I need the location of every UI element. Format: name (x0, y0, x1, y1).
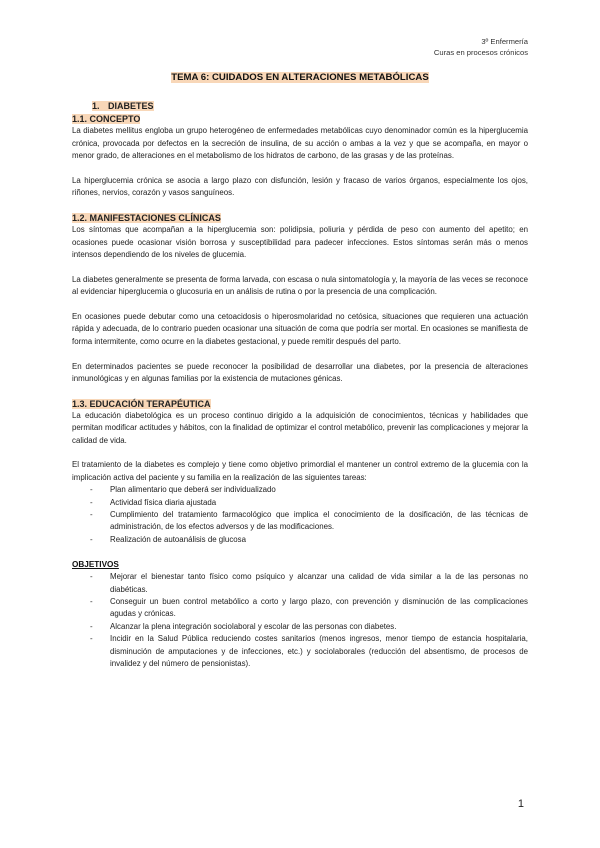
list-item: - Plan alimentario que deberá ser individualizado (72, 484, 528, 496)
document-body (72, 100, 528, 670)
subheading-manifestaciones (72, 212, 528, 224)
list-item: - Conseguir un buen control metabólico a corto y largo plazo, con prevención y disminución de las complicaciones agudas y crónicas. (72, 596, 528, 621)
subheading-educacion (72, 398, 528, 410)
section-title: DIABETES (108, 101, 154, 111)
list-item: - Mejorar el bienestar tanto físico como psíquico y alcanzar una calidad de vida similar a la de las personas no diabéticas. (72, 571, 528, 596)
page-header (434, 36, 528, 58)
list-item: - Actividad física diaria ajustada (72, 497, 528, 509)
list-item: - Realización de autoanálisis de glucosa (72, 534, 528, 546)
section-number: 1. (92, 101, 100, 111)
educacion-paragraph-2: El tratamiento de la diabetes es complejo y tiene como objetivo primordial el mantener un control extremo de la glucemia con la implicación activa del paciente y su familia en la realización de las siguientes tareas: (72, 460, 528, 482)
document-title-text: TEMA 6: CUIDADOS EN ALTERACIONES METABÓLICAS (171, 72, 429, 83)
manifestaciones-paragraph-4: En determinados pacientes se puede reconocer la posibilidad de desarrollar una diabetes, por la presencia de alteraciones inmunológicas y en algunas familias por la existencia de mutaciones génicas. (72, 361, 528, 384)
subheading-concepto-text: 1.1. CONCEPTO (72, 114, 141, 125)
subheading-educacion-text: 1.3. EDUCACIÓN TERAPÉUTICA (72, 398, 211, 409)
list-item: - Alcanzar la plena integración sociolaboral y escolar de las personas con diabetes. (72, 621, 528, 633)
section-heading-highlight (92, 101, 154, 111)
concepto-paragraph-2: La hiperglucemia crónica se asocia a largo plazo con disfunción, lesión y fracaso de varios órganos, especialmente los ojos, riñones, nervios, corazón y vasos sanguíneos. (72, 176, 528, 198)
objetivos-list (72, 571, 528, 670)
manifestaciones-paragraph-3: En ocasiones puede debutar como una cetoacidosis o hiperosmolaridad no cetósica, situaciones que requieren una actuación rápida y adecuada, de lo contrario pueden ocasionar una situación de coma que podría ser mortal. En ocasiones se manifiesta de forma intermitente, como ocurre en la diabetes gestacional, y puede remitir después del parto. (72, 312, 528, 346)
manifestaciones-paragraph-1: Los síntomas que acompañan a la hiperglucemia son: polidipsia, poliuria y pérdida de peso con aumento del apetito; en ocasiones puede ocasionar visión borrosa y susceptibilidad para padecer infecciones. Estos síntomas serán más o menos intensos dependiendo de los niveles de glucemia. (72, 225, 528, 260)
manifestaciones-paragraph-2: La diabetes generalmente se presenta de forma larvada, con escasa o nula sintomatología y, la mayoría de las veces se reconoce al evidenciar hiperglucemia o glucosuria en un análisis de rutina o por la presencia de una complicación. (72, 274, 528, 297)
educacion-paragraph-1: La educación diabetológica es un proceso continuo dirigido a la adquisición de conocimientos, técnicas y habilidades que permitan modificar actitudes y hábitos, con la finalidad de optimizar el control metabólico, prevenir las complicaciones y mejorar la calidad de vida. (72, 410, 528, 445)
list-item: - Cumplimiento del tratamiento farmacológico que implica el conocimiento de la dosificación, de las técnicas de administración, de los efectos adversos y de las modificaciones. (72, 509, 528, 534)
document-title (0, 72, 600, 83)
concepto-paragraph-1: La diabetes mellitus engloba un grupo heterogéneo de enfermedades metabólicas cuyo denominador común es la hiperglucemia crónica, provocada por defectos en la secreción de insulina, de su acción o ambas a la vez y que se acompaña, en mayor o menor grado, de alteraciones en el metabolismo de los hidratos de carbono, de las grasas y de las proteínas. (72, 126, 528, 161)
header-course: 3º Enfermería (481, 37, 528, 46)
page-number: 1 (517, 798, 524, 810)
header-subject: Curas en procesos crónicos (433, 48, 528, 57)
subheading-manifestaciones-text: 1.2. MANIFESTACIONES CLÍNICAS (72, 213, 221, 224)
section-heading-diabetes (92, 100, 528, 112)
subheading-concepto (72, 113, 528, 125)
tareas-list (72, 484, 528, 546)
list-item: - Incidir en la Salud Pública reduciendo costes sanitarios (menos ingresos, menor tiempo de estancia hospitalaria, disminución de amputaciones y de infecciones, etc.) y sociolaborales (reducción del absentismo, de procesos de invalidez y del número de pensionistas). (72, 633, 528, 670)
subheading-objetivos: OBJETIVOS (72, 559, 119, 569)
